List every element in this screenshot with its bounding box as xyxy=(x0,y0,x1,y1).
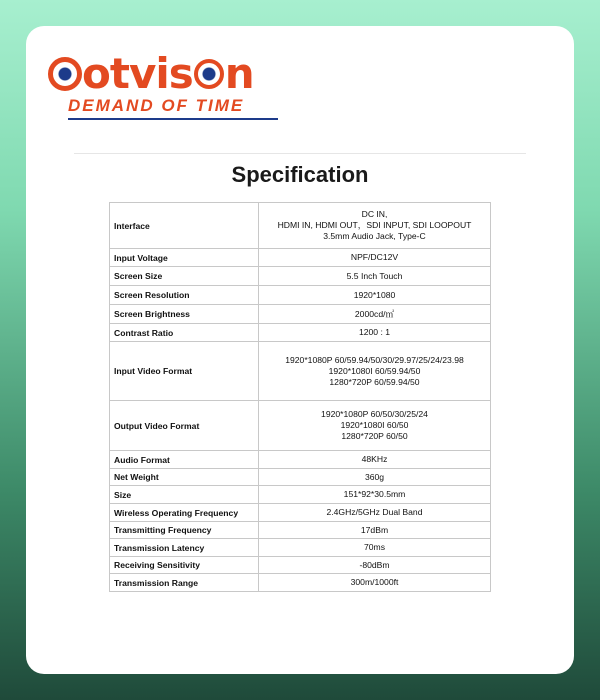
spec-row xyxy=(110,249,491,267)
spec-value xyxy=(259,486,491,504)
page-title: Specification xyxy=(231,162,369,187)
spec-value-line: HDMI IN, HDMI OUT，SDI INPUT, SDI LOOPOUT xyxy=(277,220,472,230)
spec-value-line: 151*92*30.5mm xyxy=(343,489,406,499)
spec-value-line: 48KHz xyxy=(361,454,388,464)
spec-row xyxy=(110,539,491,557)
spec-label: Screen Size xyxy=(110,267,259,286)
spec-row xyxy=(110,203,491,249)
spec-label: Transmitting Frequency xyxy=(110,522,259,539)
spec-label: Wireless Operating Frequency xyxy=(110,504,259,522)
logo-text-mid: vis xyxy=(128,49,193,98)
spec-value-line: 1920*1080I 60/59.94/50 xyxy=(328,365,421,376)
spec-label: Audio Format xyxy=(110,451,259,469)
spec-label: Contrast Ratio xyxy=(110,324,259,342)
spec-label: Interface xyxy=(110,203,259,249)
spec-value xyxy=(259,342,491,401)
spec-value xyxy=(259,401,491,451)
spec-value xyxy=(259,286,491,305)
spec-row xyxy=(110,401,491,451)
spec-table-body xyxy=(110,203,491,592)
spec-value-line: 70ms xyxy=(363,542,385,552)
header-divider xyxy=(74,153,526,154)
spec-value xyxy=(259,324,491,342)
spec-row xyxy=(110,469,491,486)
spec-row xyxy=(110,267,491,286)
spec-value xyxy=(259,469,491,486)
spec-value-line: 3.5mm Audio Jack, Type-C xyxy=(323,231,426,241)
spec-value-line: 2000cd/㎡ xyxy=(354,308,395,319)
logo-eye-o-icon xyxy=(194,59,224,89)
spec-label: Size xyxy=(110,486,259,504)
logo-text-suffix: n xyxy=(224,49,254,98)
dotvision-logo xyxy=(48,48,288,118)
spec-value xyxy=(259,249,491,267)
spec-row xyxy=(110,522,491,539)
spec-label: Net Weight xyxy=(110,469,259,486)
spec-value xyxy=(259,203,491,249)
spec-row xyxy=(110,451,491,469)
spec-value-line: 17dBm xyxy=(360,524,389,535)
logo-tagline: DEMAND OF TIME xyxy=(68,96,245,115)
spec-value-line: -80dBm xyxy=(359,559,390,570)
spec-label: Transmission Range xyxy=(110,574,259,592)
spec-value-line: 1200 : 1 xyxy=(358,327,391,337)
spec-row xyxy=(110,504,491,522)
spec-label: Input Video Format xyxy=(110,342,259,401)
spec-value xyxy=(259,557,491,574)
content-card xyxy=(26,26,574,674)
spec-label: Input Voltage xyxy=(110,249,259,267)
logo-text-prefix: ot xyxy=(82,49,129,98)
spec-value xyxy=(259,539,491,557)
logo-underline xyxy=(68,118,278,120)
spec-value-line: 300m/1000ft xyxy=(350,577,399,587)
spec-value-line: 2.4GHz/5GHz Dual Band xyxy=(326,507,423,517)
spec-value xyxy=(259,451,491,469)
spec-value-line: 1920*1080P 60/59.94/50/30/29.97/25/24/23.98 xyxy=(285,354,464,365)
spec-row xyxy=(110,486,491,504)
logo-wordmark xyxy=(48,48,254,100)
spec-value-line: 1280*720P 60/59.94/50 xyxy=(329,376,420,387)
spec-row xyxy=(110,574,491,592)
spec-label: Screen Resolution xyxy=(110,286,259,305)
spec-row xyxy=(110,324,491,342)
spec-label: Transmission Latency xyxy=(110,539,259,557)
spec-row xyxy=(110,557,491,574)
spec-value xyxy=(259,522,491,539)
spec-value-line: 360g xyxy=(364,471,385,482)
spec-value-line: NPF/DC12V xyxy=(350,252,399,262)
spec-value-line: 1920*1080 xyxy=(353,289,396,300)
spec-value-line: 1280*720P 60/50 xyxy=(341,431,408,441)
spec-label: Screen Brightness xyxy=(110,305,259,324)
spec-value-line: 5.5 Inch Touch xyxy=(346,270,403,281)
spec-value-line: 1920*1080P 60/50/30/25/24 xyxy=(321,409,428,419)
spec-row xyxy=(110,286,491,305)
spec-row xyxy=(110,342,491,401)
spec-label: Receiving Sensitivity xyxy=(110,557,259,574)
spec-value-line: DC IN, xyxy=(361,209,388,219)
spec-value xyxy=(259,504,491,522)
spec-value xyxy=(259,305,491,324)
spec-label: Output Video Format xyxy=(110,401,259,451)
spec-table xyxy=(109,202,491,592)
spec-value xyxy=(259,574,491,592)
spec-row xyxy=(110,305,491,324)
spec-value-line: 1920*1080I 60/50 xyxy=(340,420,409,430)
logo-eye-icon xyxy=(48,57,82,91)
spec-value xyxy=(259,267,491,286)
